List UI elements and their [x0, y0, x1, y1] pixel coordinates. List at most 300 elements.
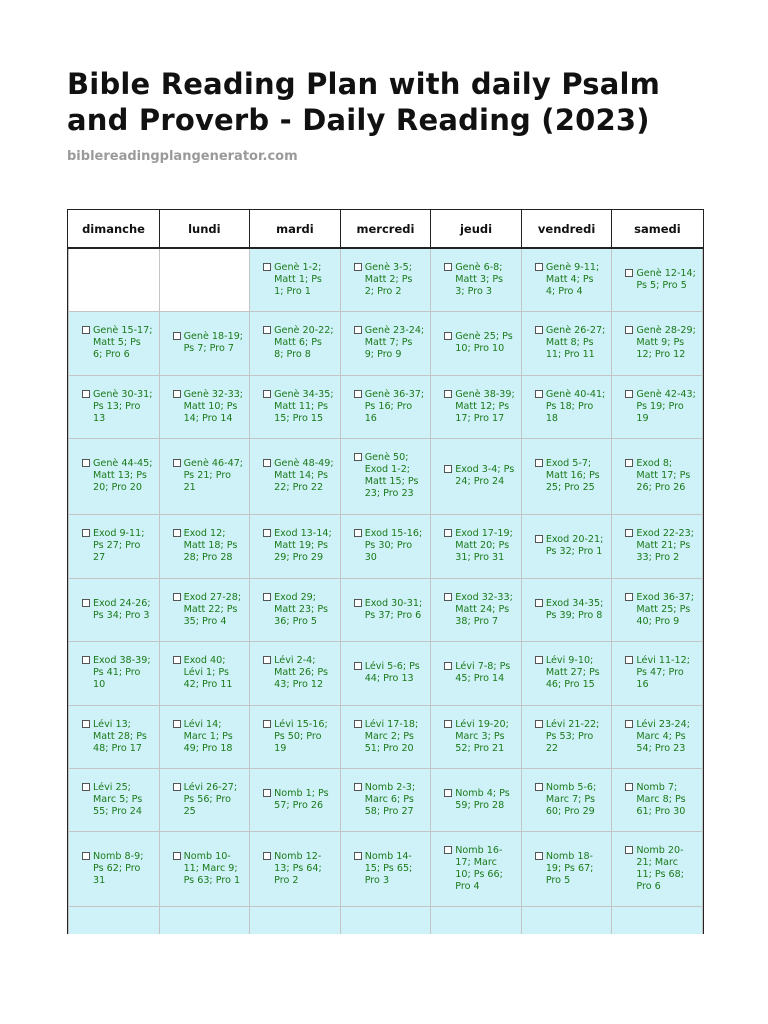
- reading-text: Nomb 12-13; Ps 64; Pro 2: [274, 850, 322, 886]
- week-row: [69, 311, 703, 375]
- reading-entry: [444, 331, 515, 355]
- day-cell: [521, 705, 612, 768]
- site-url: biblereadingplangenerator.com: [67, 149, 298, 164]
- checkbox-icon[interactable]: [354, 783, 362, 791]
- day-cell: [521, 375, 612, 438]
- day-cell: [431, 311, 522, 375]
- reading-text: Exod 20-21; Ps 32; Pro 1: [545, 534, 604, 557]
- week-row: [69, 906, 703, 934]
- weekday-header-row: [69, 210, 703, 248]
- week-row: [69, 438, 703, 514]
- reading-text: Genè 46-47; Ps 21; Pro 21: [183, 458, 244, 493]
- day-cell: [250, 375, 341, 438]
- reading-text: Nomb 10-11; Marc 9; Ps 63; Pro 1: [183, 850, 241, 886]
- reading-entry: [82, 782, 153, 818]
- reading-entry: [82, 598, 153, 622]
- reading-entry: [173, 458, 244, 494]
- checkbox-icon[interactable]: [625, 390, 633, 398]
- reading-entry: [263, 262, 334, 298]
- week-row: [69, 831, 703, 906]
- checkbox-icon[interactable]: [263, 390, 271, 398]
- reading-text: Lévi 21-22; Ps 53; Pro 22: [545, 718, 600, 754]
- day-cell: [340, 831, 431, 906]
- checkbox-icon[interactable]: [173, 332, 181, 340]
- checkbox-icon[interactable]: [173, 783, 181, 791]
- weekday-header-mardi: mardi: [250, 210, 341, 248]
- reading-text: Genè 40-41; Ps 18; Pro 18: [545, 388, 606, 424]
- reading-text: Genè 32-33; Matt 10; Ps 14; Pro 14: [183, 388, 244, 424]
- reading-text: Lévi 5-6; Ps 44; Pro 13: [364, 661, 420, 684]
- reading-text: Lévi 17-18; Marc 2; Ps 51; Pro 20: [364, 718, 419, 754]
- reading-text: Exod 40; Lévi 1; Ps 42; Pro 11: [183, 655, 233, 690]
- day-cell: [159, 438, 250, 514]
- checkbox-icon[interactable]: [625, 783, 633, 791]
- reading-text: Genè 9-11; Matt 4; Ps 4; Pro 4: [545, 261, 600, 297]
- checkbox-icon[interactable]: [354, 662, 362, 670]
- checkbox-icon[interactable]: [444, 390, 452, 398]
- reading-text: Lévi 14; Marc 1; Ps 49; Pro 18: [183, 718, 233, 754]
- checkbox-icon[interactable]: [444, 662, 452, 670]
- week-row: [69, 768, 703, 831]
- reading-entry: [263, 389, 334, 425]
- day-cell: [69, 705, 160, 768]
- day-cell: [431, 906, 522, 934]
- checkbox-icon[interactable]: [173, 852, 181, 860]
- checkbox-icon[interactable]: [263, 656, 271, 664]
- reading-text: Genè 1-2; Matt 1; Ps 1; Pro 1: [274, 261, 322, 297]
- day-cell: [250, 641, 341, 705]
- reading-text: Exod 12; Matt 18; Ps 28; Pro 28: [183, 528, 238, 563]
- checkbox-icon[interactable]: [263, 593, 271, 601]
- day-cell: [521, 438, 612, 514]
- week-row: [69, 375, 703, 438]
- checkbox-icon[interactable]: [535, 326, 543, 334]
- day-cell: [612, 375, 703, 438]
- day-cell: [159, 578, 250, 641]
- day-cell: [340, 705, 431, 768]
- reading-text: Exod 15-16; Ps 30; Pro 30: [364, 528, 423, 563]
- reading-entry: [354, 262, 425, 298]
- day-cell: [612, 768, 703, 831]
- reading-entry: [263, 528, 334, 564]
- checkbox-icon[interactable]: [263, 326, 271, 334]
- reading-text: Genè 23-24; Matt 7; Ps 9; Pro 9: [364, 325, 425, 360]
- reading-entry: [82, 851, 153, 887]
- day-cell: [69, 438, 160, 514]
- reading-text: Exod 17-19; Matt 20; Ps 31; Pro 31: [455, 528, 513, 563]
- day-cell: [612, 578, 703, 641]
- reading-entry: [444, 528, 515, 564]
- reading-entry: [444, 262, 515, 298]
- reading-entry: [173, 655, 244, 691]
- weekday-header-mercredi: mercredi: [340, 210, 431, 248]
- reading-text: Genè 36-37; Ps 16; Pro 16: [364, 388, 425, 424]
- reading-entry: [263, 851, 334, 887]
- day-cell: [340, 768, 431, 831]
- day-cell: [431, 705, 522, 768]
- reading-text: Exod 29; Matt 23; Ps 36; Pro 5: [274, 591, 328, 627]
- reading-entry: [535, 598, 606, 622]
- reading-entry: [444, 719, 515, 755]
- day-cell: [250, 831, 341, 906]
- day-cell: [159, 514, 250, 578]
- reading-text: Nomb 2-3; Marc 6; Ps 58; Pro 27: [364, 781, 416, 817]
- reading-text: Genè 48-49; Matt 14; Ps 22; Pro 22: [274, 458, 334, 493]
- reading-text: Lévi 19-20; Marc 3; Ps 52; Pro 21: [455, 718, 509, 754]
- week-row: [69, 578, 703, 641]
- day-cell: [69, 906, 160, 934]
- checkbox-icon[interactable]: [444, 529, 452, 537]
- reading-entry: [173, 719, 244, 755]
- checkbox-icon[interactable]: [173, 720, 181, 728]
- week-row: [69, 641, 703, 705]
- day-cell: [69, 768, 160, 831]
- reading-entry: [625, 458, 696, 494]
- day-cell: [340, 248, 431, 311]
- checkbox-icon[interactable]: [625, 529, 633, 537]
- checkbox-icon[interactable]: [354, 390, 362, 398]
- checkbox-icon[interactable]: [444, 332, 452, 340]
- day-cell: [159, 831, 250, 906]
- day-cell: [612, 438, 703, 514]
- reading-entry: [625, 845, 696, 893]
- reading-entry: [173, 592, 244, 628]
- checkbox-icon[interactable]: [625, 269, 633, 277]
- reading-entry: [263, 458, 334, 494]
- checkbox-icon[interactable]: [625, 846, 633, 854]
- reading-entry: [82, 325, 153, 361]
- checkbox-icon[interactable]: [173, 459, 181, 467]
- page-title: Bible Reading Plan with daily Psalm and Proverb - Daily Reading (2023): [67, 67, 661, 137]
- day-cell: [431, 578, 522, 641]
- day-cell: [340, 311, 431, 375]
- reading-text: Nomb 16-17; Marc 10; Ps 66; Pro 4: [455, 844, 503, 892]
- reading-text: Genè 38-39; Matt 12; Ps 17; Pro 17: [455, 388, 515, 424]
- reading-entry: [444, 592, 515, 628]
- day-cell: [69, 375, 160, 438]
- reading-text: Exod 13-14; Matt 19; Ps 29; Pro 29: [274, 528, 332, 563]
- reading-entry: [444, 845, 515, 893]
- reading-entry: [82, 458, 153, 494]
- reading-entry: [535, 262, 606, 298]
- reading-entry: [625, 528, 696, 564]
- reading-entry: [535, 782, 606, 818]
- checkbox-icon[interactable]: [535, 459, 543, 467]
- checkbox-icon[interactable]: [82, 599, 90, 607]
- day-cell: [521, 906, 612, 934]
- reading-entry: [354, 389, 425, 425]
- weekday-header-vendredi: vendredi: [521, 210, 612, 248]
- checkbox-icon[interactable]: [535, 599, 543, 607]
- checkbox-icon[interactable]: [82, 852, 90, 860]
- reading-entry: [263, 325, 334, 361]
- reading-text: Genè 6-8; Matt 3; Ps 3; Pro 3: [455, 261, 503, 297]
- checkbox-icon[interactable]: [354, 453, 362, 461]
- checkbox-icon[interactable]: [444, 720, 452, 728]
- day-cell: [340, 578, 431, 641]
- day-cell: [612, 641, 703, 705]
- weekday-header-lundi: lundi: [159, 210, 250, 248]
- checkbox-icon[interactable]: [263, 852, 271, 860]
- day-cell: [340, 514, 431, 578]
- reading-entry: [444, 788, 515, 812]
- checkbox-icon[interactable]: [354, 529, 362, 537]
- reading-entry: [625, 268, 696, 292]
- checkbox-icon[interactable]: [173, 390, 181, 398]
- day-cell: [159, 906, 250, 934]
- checkbox-icon[interactable]: [354, 326, 362, 334]
- reading-entry: [354, 452, 425, 500]
- checkbox-icon[interactable]: [82, 390, 90, 398]
- reading-entry: [625, 592, 696, 628]
- checkbox-icon[interactable]: [82, 326, 90, 334]
- reading-entry: [535, 851, 606, 887]
- checkbox-icon[interactable]: [82, 529, 90, 537]
- day-cell: [431, 375, 522, 438]
- checkbox-icon[interactable]: [444, 846, 452, 854]
- checkbox-icon[interactable]: [535, 720, 543, 728]
- checkbox-icon[interactable]: [354, 263, 362, 271]
- checkbox-icon[interactable]: [625, 326, 633, 334]
- reading-entry: [625, 719, 696, 755]
- checkbox-icon[interactable]: [263, 789, 271, 797]
- reading-text: Exod 38-39; Ps 41; Pro 10: [93, 655, 151, 690]
- checkbox-icon[interactable]: [535, 656, 543, 664]
- checkbox-icon[interactable]: [82, 459, 90, 467]
- day-cell: [340, 438, 431, 514]
- reading-text: Nomb 4; Ps 59; Pro 28: [455, 787, 510, 811]
- checkbox-icon[interactable]: [444, 789, 452, 797]
- week-row: [69, 514, 703, 578]
- checkbox-icon[interactable]: [263, 459, 271, 467]
- day-cell: [612, 514, 703, 578]
- reading-text: Exod 8; Matt 17; Ps 26; Pro 26: [636, 458, 691, 493]
- reading-text: Exod 3-4; Ps 24; Pro 24: [455, 464, 515, 487]
- reading-text: Nomb 5-6; Marc 7; Ps 60; Pro 29: [545, 781, 597, 817]
- reading-text: Exod 24-26; Ps 34; Pro 3: [93, 597, 151, 621]
- checkbox-icon[interactable]: [625, 720, 633, 728]
- checkbox-icon[interactable]: [173, 593, 181, 601]
- reading-text: Lévi 7-8; Ps 45; Pro 14: [455, 661, 511, 684]
- reading-entry: [82, 655, 153, 691]
- day-cell: [612, 248, 703, 311]
- day-cell: [69, 831, 160, 906]
- day-cell: [521, 831, 612, 906]
- reading-entry: [535, 325, 606, 361]
- reading-calendar: [67, 209, 704, 934]
- reading-entry: [173, 851, 244, 887]
- reading-text: Lévi 11-12; Ps 47; Pro 16: [636, 655, 690, 690]
- day-cell: [521, 641, 612, 705]
- day-cell: [612, 906, 703, 934]
- reading-text: Lévi 26-27; Ps 56; Pro 25: [183, 781, 238, 817]
- reading-entry: [263, 592, 334, 628]
- day-cell: [431, 768, 522, 831]
- reading-entry: [173, 528, 244, 564]
- reading-text: Genè 18-19; Ps 7; Pro 7: [183, 331, 244, 354]
- day-cell: [159, 375, 250, 438]
- day-cell: [612, 831, 703, 906]
- reading-entry: [263, 788, 334, 812]
- checkbox-icon[interactable]: [263, 263, 271, 271]
- checkbox-icon[interactable]: [173, 529, 181, 537]
- reading-entry: [82, 719, 153, 755]
- checkbox-icon[interactable]: [82, 783, 90, 791]
- day-cell: [612, 705, 703, 768]
- reading-text: Nomb 1; Ps 57; Pro 26: [274, 787, 329, 811]
- reading-text: Exod 32-33; Matt 24; Ps 38; Pro 7: [455, 591, 513, 627]
- reading-entry: [82, 389, 153, 425]
- reading-entry: [82, 528, 153, 564]
- reading-text: Genè 15-17; Matt 5; Ps 6; Pro 6: [93, 325, 153, 360]
- day-cell: [612, 311, 703, 375]
- calendar-body: [69, 248, 703, 934]
- checkbox-icon[interactable]: [535, 535, 543, 543]
- day-cell: [159, 768, 250, 831]
- day-cell: [340, 641, 431, 705]
- day-cell: [69, 311, 160, 375]
- reading-entry: [354, 528, 425, 564]
- checkbox-icon[interactable]: [625, 656, 633, 664]
- checkbox-icon[interactable]: [173, 656, 181, 664]
- reading-entry: [354, 851, 425, 887]
- day-cell: [431, 514, 522, 578]
- reading-entry: [625, 325, 696, 361]
- reading-text: Exod 27-28; Matt 22; Ps 35; Pro 4: [183, 591, 242, 627]
- reading-entry: [535, 719, 606, 755]
- reading-text: Lévi 13; Matt 28; Ps 48; Pro 17: [93, 718, 147, 754]
- day-cell: [250, 768, 341, 831]
- checkbox-icon[interactable]: [444, 593, 452, 601]
- checkbox-icon[interactable]: [354, 852, 362, 860]
- day-cell: [69, 248, 160, 311]
- reading-entry: [263, 719, 334, 755]
- checkbox-icon[interactable]: [535, 852, 543, 860]
- day-cell: [521, 768, 612, 831]
- checkbox-icon[interactable]: [263, 720, 271, 728]
- day-cell: [250, 906, 341, 934]
- calendar-table: [68, 210, 703, 934]
- weekday-header-jeudi: jeudi: [431, 210, 522, 248]
- reading-text: Nomb 20-21; Marc 11; Ps 68; Pro 6: [636, 844, 684, 892]
- reading-text: Genè 12-14; Ps 5; Pro 5: [636, 267, 696, 291]
- checkbox-icon[interactable]: [535, 390, 543, 398]
- reading-text: Nomb 8-9; Ps 62; Pro 31: [93, 850, 144, 886]
- weekday-header-dimanche: dimanche: [69, 210, 160, 248]
- reading-entry: [354, 661, 425, 685]
- reading-text: Genè 28-29; Matt 9; Ps 12; Pro 12: [636, 325, 696, 360]
- day-cell: [250, 248, 341, 311]
- checkbox-icon[interactable]: [354, 599, 362, 607]
- reading-text: Lévi 25; Marc 5; Ps 55; Pro 24: [93, 781, 143, 817]
- checkbox-icon[interactable]: [82, 656, 90, 664]
- reading-entry: [173, 782, 244, 818]
- checkbox-icon[interactable]: [535, 263, 543, 271]
- checkbox-icon[interactable]: [354, 720, 362, 728]
- reading-entry: [535, 458, 606, 494]
- reading-entry: [354, 719, 425, 755]
- checkbox-icon[interactable]: [535, 783, 543, 791]
- day-cell: [69, 641, 160, 705]
- day-cell: [250, 514, 341, 578]
- reading-entry: [173, 331, 244, 355]
- day-cell: [250, 705, 341, 768]
- reading-entry: [625, 782, 696, 818]
- reading-text: Genè 20-22; Matt 6; Ps 8; Pro 8: [274, 325, 334, 360]
- day-cell: [69, 578, 160, 641]
- reading-text: Lévi 15-16; Ps 50; Pro 19: [274, 718, 328, 754]
- day-cell: [250, 578, 341, 641]
- reading-entry: [354, 782, 425, 818]
- checkbox-icon[interactable]: [263, 529, 271, 537]
- day-cell: [521, 578, 612, 641]
- day-cell: [431, 438, 522, 514]
- reading-entry: [444, 389, 515, 425]
- day-cell: [159, 311, 250, 375]
- day-cell: [431, 248, 522, 311]
- reading-text: Genè 50; Exod 1-2; Matt 15; Ps 23; Pro 23: [364, 452, 419, 499]
- day-cell: [340, 906, 431, 934]
- day-cell: [521, 311, 612, 375]
- reading-text: Exod 30-31; Ps 37; Pro 6: [364, 597, 423, 621]
- reading-entry: [263, 655, 334, 691]
- reading-text: Exod 5-7; Matt 16; Ps 25; Pro 25: [545, 458, 600, 493]
- reading-text: Nomb 14-15; Ps 65; Pro 3: [364, 850, 413, 886]
- reading-text: Lévi 2-4; Matt 26; Ps 43; Pro 12: [274, 655, 328, 690]
- reading-text: Nomb 18-19; Ps 67; Pro 5: [545, 850, 594, 886]
- reading-text: Lévi 9-10; Matt 27; Ps 46; Pro 15: [545, 655, 600, 690]
- day-cell: [159, 248, 250, 311]
- reading-text: Exod 36-37; Matt 25; Ps 40; Pro 9: [636, 591, 694, 627]
- reading-entry: [625, 389, 696, 425]
- reading-entry: [444, 661, 515, 685]
- reading-text: Genè 3-5; Matt 2; Ps 2; Pro 2: [364, 261, 413, 297]
- reading-entry: [354, 598, 425, 622]
- checkbox-icon[interactable]: [625, 593, 633, 601]
- week-row: [69, 705, 703, 768]
- reading-text: Exod 9-11; Ps 27; Pro 27: [93, 528, 145, 563]
- reading-entry: [535, 534, 606, 558]
- day-cell: [431, 831, 522, 906]
- reading-entry: [625, 655, 696, 691]
- day-cell: [521, 248, 612, 311]
- reading-text: Genè 44-45; Matt 13; Ps 20; Pro 20: [93, 458, 153, 493]
- reading-text: Nomb 7; Marc 8; Ps 61; Pro 30: [636, 781, 686, 817]
- reading-text: Exod 22-23; Matt 21; Ps 33; Pro 2: [636, 528, 694, 563]
- checkbox-icon[interactable]: [625, 459, 633, 467]
- checkbox-icon[interactable]: [82, 720, 90, 728]
- checkbox-icon[interactable]: [444, 263, 452, 271]
- reading-entry: [535, 389, 606, 425]
- day-cell: [431, 641, 522, 705]
- day-cell: [521, 514, 612, 578]
- day-cell: [250, 438, 341, 514]
- day-cell: [340, 375, 431, 438]
- reading-text: Exod 34-35; Ps 39; Pro 8: [545, 597, 604, 621]
- reading-text: Genè 42-43; Ps 19; Pro 19: [636, 388, 696, 424]
- week-row: [69, 248, 703, 311]
- day-cell: [159, 641, 250, 705]
- reading-text: Genè 25; Ps 10; Pro 10: [455, 331, 513, 354]
- day-cell: [250, 311, 341, 375]
- reading-text: Lévi 23-24; Marc 4; Ps 54; Pro 23: [636, 718, 690, 754]
- reading-text: Genè 26-27; Matt 8; Ps 11; Pro 11: [545, 325, 606, 360]
- checkbox-icon[interactable]: [444, 465, 452, 473]
- reading-entry: [354, 325, 425, 361]
- reading-entry: [535, 655, 606, 691]
- reading-entry: [444, 464, 515, 488]
- day-cell: [69, 514, 160, 578]
